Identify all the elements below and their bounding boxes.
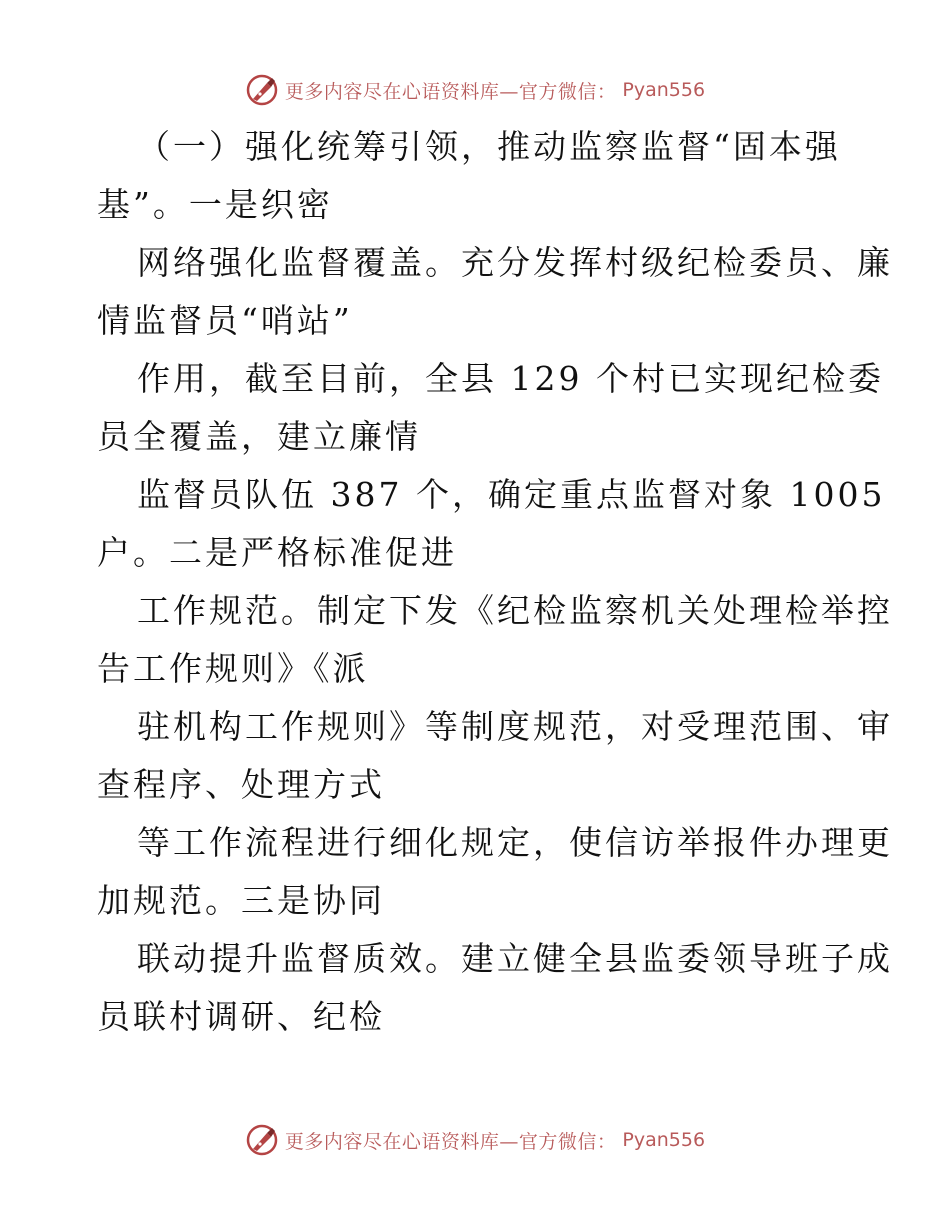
text-line: 员联村调研、纪检 <box>97 997 385 1036</box>
text-line: 作用，截至目前，全县 129 个村已实现纪检委 <box>137 359 884 398</box>
text-line: （一）强化统筹引领，推动监察监督“固本强 <box>137 127 841 166</box>
text-line: 告工作规则》《派 <box>97 649 369 688</box>
text-line: 监督员队伍 387 个，确定重点监督对象 1005 <box>137 475 886 514</box>
footer-watermark <box>0 1120 950 1160</box>
header-watermark <box>0 70 950 110</box>
watermark-wechat-id: Pyan556 <box>622 1129 706 1151</box>
text-line: 网络强化监督覆盖。充分发挥村级纪检委员、廉 <box>137 243 893 282</box>
text-line: 工作规范。制定下发《纪检监察机关处理检举控 <box>137 591 893 630</box>
watermark-text: 更多内容尽在心语资料库—官方微信： <box>284 1130 617 1153</box>
text-line: 员全覆盖，建立廉情 <box>97 417 421 456</box>
pen-nib-logo-icon <box>245 1123 279 1157</box>
watermark-wechat-id: Pyan556 <box>622 79 706 101</box>
text-line: 户。二是严格标准促进 <box>97 533 457 572</box>
text-line: 加规范。三是协同 <box>97 881 385 920</box>
text-line: 等工作流程进行细化规定，使信访举报件办理更 <box>137 823 893 862</box>
pen-nib-logo-icon <box>245 73 279 107</box>
watermark-text: 更多内容尽在心语资料库—官方微信： <box>284 80 617 103</box>
text-line: 查程序、处理方式 <box>97 765 385 804</box>
text-line: 联动提升监督质效。建立健全县监委领导班子成 <box>137 939 893 978</box>
document-body <box>97 118 893 1046</box>
text-line: 基”。一是织密 <box>97 185 333 224</box>
text-line: 驻机构工作规则》等制度规范，对受理范围、审 <box>137 707 893 746</box>
text-line: 情监督员“哨站” <box>97 301 353 340</box>
